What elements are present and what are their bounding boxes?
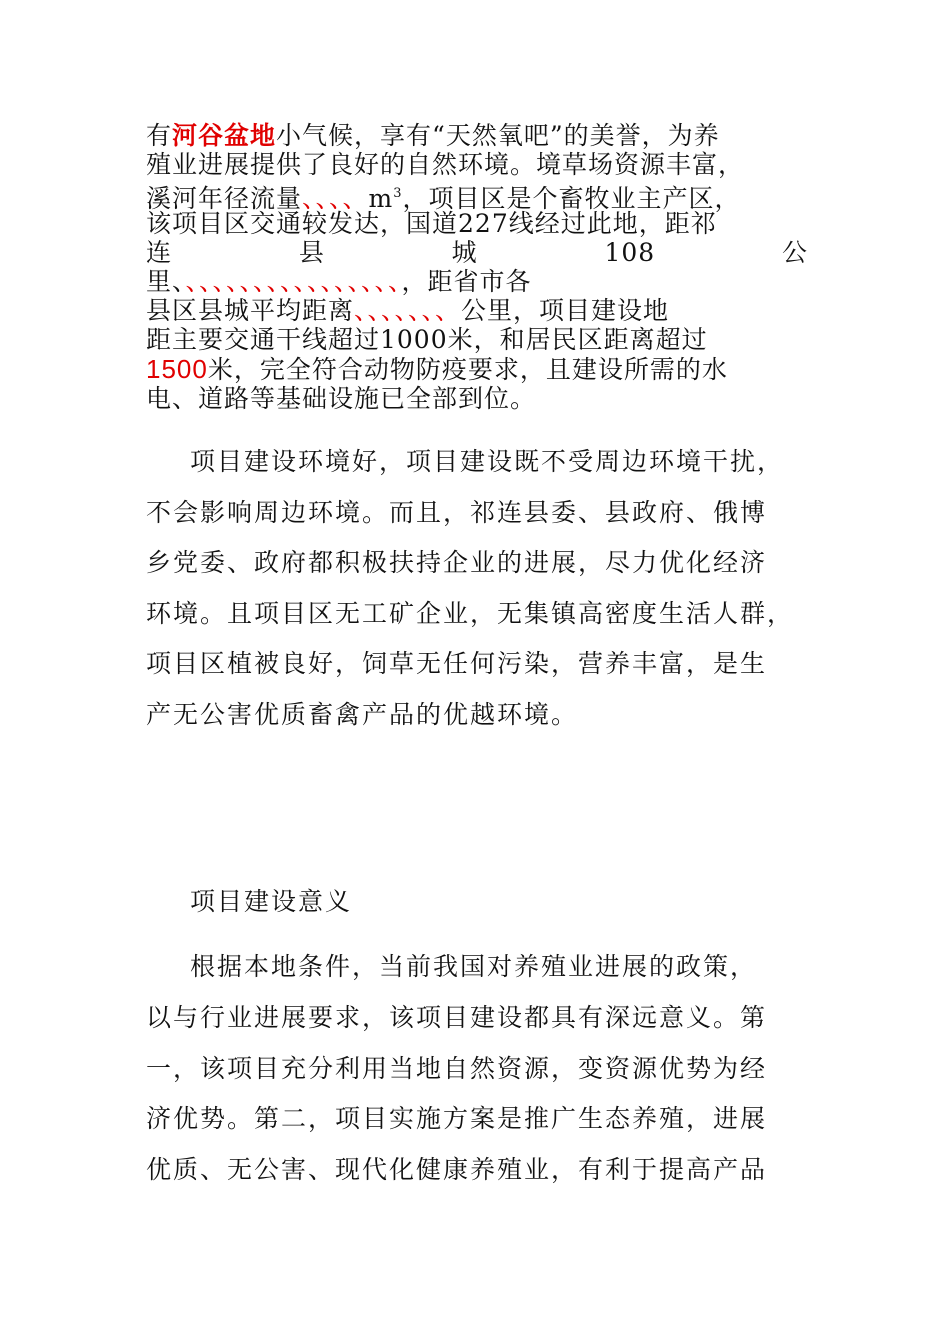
text-run: 城 (451, 237, 478, 267)
text-run: 有 (146, 121, 173, 150)
text-run: 县区县城平均距离 (146, 296, 355, 326)
text-line: 以与行业进展要求，该项目建设都具有深远意义。第 (146, 1002, 768, 1032)
highlighted-text: 河谷盆地 (172, 121, 277, 150)
text-run: 公里，项目建设地 (461, 296, 670, 326)
text-line: 项目建设环境好，项目建设既不受周边环境干扰， (190, 447, 785, 476)
unit-text: m (368, 184, 394, 214)
text-run: ，项目区是个畜牧业主产区， (402, 184, 741, 214)
text-run: 公 (781, 237, 808, 267)
placeholder-marks: 、、、、、、、 (354, 296, 462, 326)
text-line: 不会影响周边环境。而且，祁连县委、县政府、俄博 (146, 497, 768, 527)
text-line (146, 267, 808, 296)
text-run: 电、道路等基础设施已全部到位。 (146, 383, 537, 413)
text-line (146, 296, 808, 325)
text-run: 连 (146, 237, 173, 267)
text-line (146, 355, 808, 384)
text-line: 环境。且项目区无工矿企业，无集镇高密度生活人群， (146, 598, 795, 628)
text-run: 距主要交通干线超过1000米，和居民区距离超过 (146, 325, 708, 355)
text-run: 溪河年径流量 (146, 184, 303, 214)
text-line: 一，该项目充分利用当地自然资源，变资源优势为经 (146, 1053, 768, 1083)
text-run: 里、 (146, 266, 186, 296)
unit-superscript: 3 (393, 186, 403, 202)
text-run: ，距省市各 (401, 266, 532, 296)
text-line: 项目区植被良好，饲草无任何污染，营养丰富，是生 (146, 649, 768, 678)
text-run: 殖业进展提供了良好的自然环境。境草场资源丰富， (146, 150, 745, 180)
text-line (146, 121, 808, 150)
text-line: 济优势。第二，项目实施方案是推广生态养殖，进展 (146, 1104, 768, 1134)
text-line (146, 384, 808, 413)
placeholder-marks: 、、、、、、、、、、、、、、、、 (185, 266, 402, 296)
text-run: 县 (298, 237, 325, 267)
text-line: 乡党委、政府都积极扶持企业的进展，尽力优化经济 (146, 548, 768, 577)
placeholder-marks: 、、、、 (302, 184, 369, 214)
section-heading: 项目建设意义 (190, 887, 353, 916)
text-line (146, 209, 808, 238)
text-run: 小气候，享有“天然氧吧”的美誉，为养 (276, 121, 720, 150)
text-line (146, 325, 808, 354)
text-line (146, 179, 808, 214)
paragraph-construction-environment (146, 437, 808, 740)
paragraph-environment-location (146, 121, 808, 413)
text-line: 优质、无公害、现代化健康养殖业，有利于提高产品 (146, 1155, 768, 1185)
text-run: 108 (604, 237, 656, 267)
text-line: 根据本地条件，当前我国对养殖业进展的政策， (190, 952, 758, 981)
text-run: 米，完全符合动物防疫要求，且建设所需的水 (207, 354, 728, 384)
justified-text-line (146, 238, 808, 267)
text-line: 产无公害优质畜禽产品的优越环境。 (146, 699, 579, 729)
text-line (146, 150, 808, 179)
highlighted-number: 1500 (146, 353, 208, 384)
text-run: 该项目区交通较发达，国道227线经过此地，距祁 (146, 208, 717, 238)
paragraph-project-significance (146, 942, 808, 1196)
